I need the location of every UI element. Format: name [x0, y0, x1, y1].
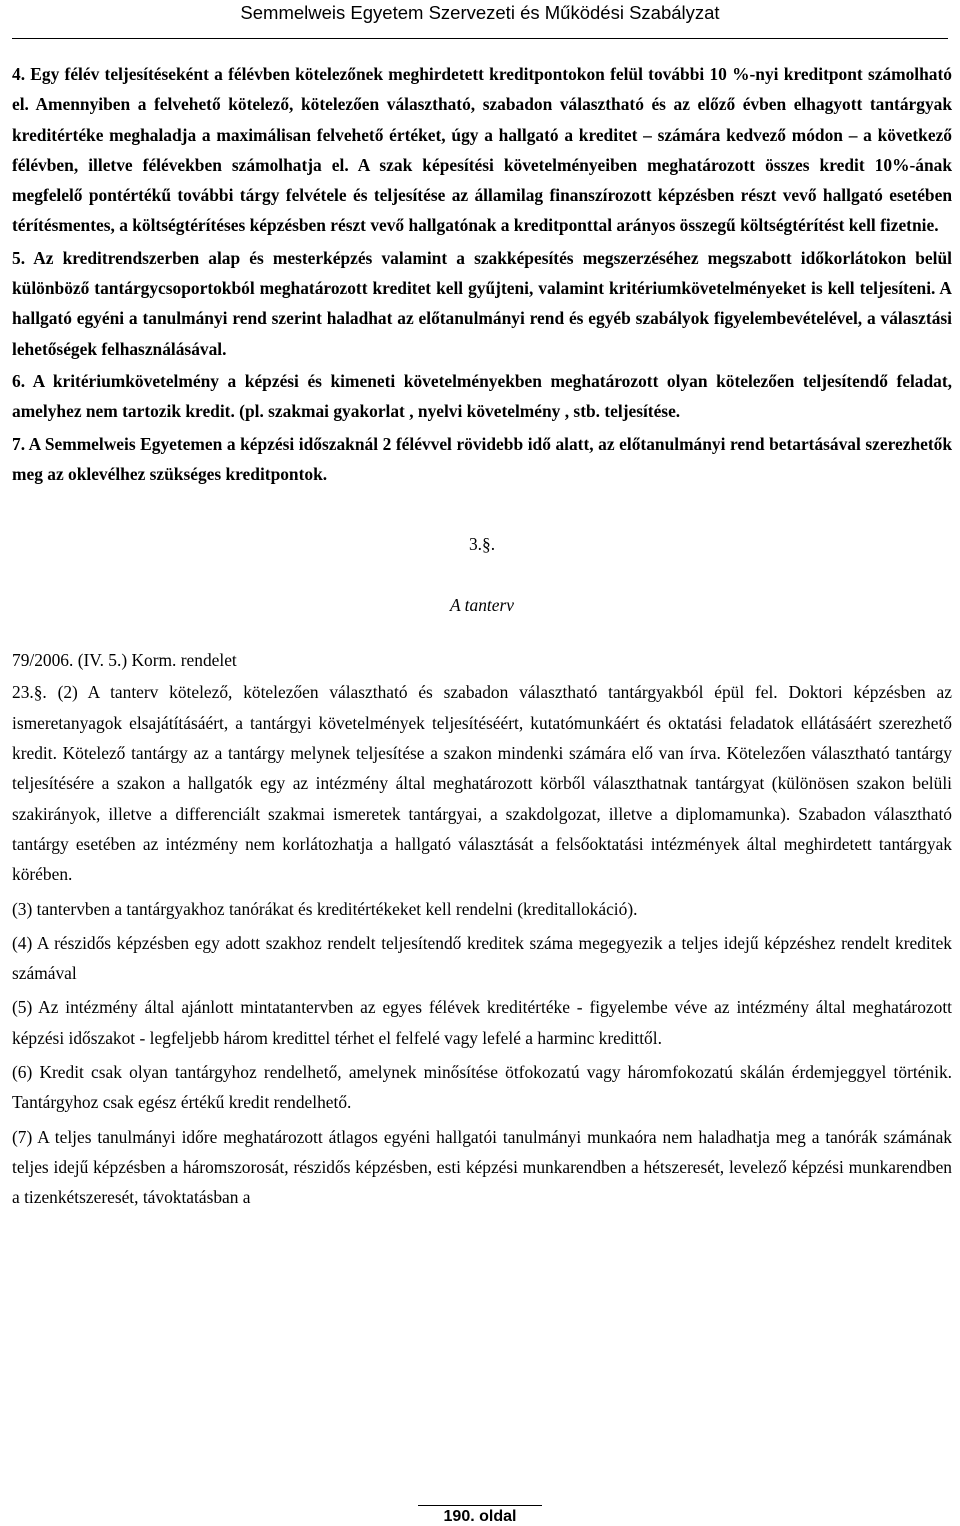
page-header	[0, 0, 960, 46]
page-content	[12, 59, 952, 1213]
decree-reference: 79/2006. (IV. 5.) Korm. rendelet	[12, 650, 237, 671]
subsection-4: (4) A részidős képzésben egy adott szakhoz rendelt teljesítendő kreditek száma megegyezik a teljes idejű képzéshez rendelt kreditek számával	[12, 932, 952, 984]
paragraph-5: 5. Az kreditrendszerben alap és mesterképzés valamint a szakképesítés megszerzéséhez megszabott időkorlátokon belül különböző tantárgycsoportokból meghatározott kreditet kell gyűjteni, valamint kritériumkövetelményeket is kell teljesíteni. A hallgató egyéni a tanulmányi rend szerint haladhat az előtanulmányi rend és egyéb szabályok figyelembevételével, a választási lehetőségek felhasználásával.	[12, 247, 952, 359]
footer-divider	[418, 1505, 542, 1506]
subsection-7: (7) A teljes tanulmányi időre meghatározott átlagos egyéni hallgatói tanulmányi munkaóra nem haladhatja meg a tanórák számának teljes idejű képzésben a háromszorosát, részidős képzésben, esti képzési munkarendben a hétszeresét, levelező képzési munkarendben a tizenkétszeresét, távoktatásban a	[12, 1126, 952, 1208]
section-number: 3.§.	[468, 534, 496, 555]
section-title: A tanterv	[450, 595, 514, 616]
paragraph-4: 4. Egy félév teljesítéseként a félévben kötelezőnek meghirdetett kreditpontokon felül további 10 %-nyi kreditpont számolható el. Amennyiben a felvehető kötelező, kötelezően választható, szabadon választható és az előző évben elhagyott tantárgyak kreditértéke meghaladja a maximálisan felvehető értéket, úgy a hallgató a kreditet – számára kedvező módon – a következő félévben, illetve félévekben számolhatja el. A szak képesítési követelményeiben meghatározott összes kredit 10%-ának megfelelő pontértékű további tárgy felvétele és teljesítése az államilag finanszírozott képzésben részt vevő hallgató esetében térítésmentes, a költségtérítéses képzésben részt vevő hallgatónak a kreditponttal arányos összegű költségtérítést kell fizetnie.	[12, 64, 952, 236]
page-footer	[0, 1505, 960, 1525]
subsection-5: (5) Az intézmény által ajánlott mintatantervben az egyes félévek kreditértéke - figyelembe véve az intézmény által meghatározott képzési időszakot - legfeljebb három kredittel térhet el felfelé vagy lefelé a harminc kredittől.	[12, 997, 952, 1048]
paragraph-7: 7. A Semmelweis Egyetemen a képzési időszaknál 2 félévvel rövidebb idő alatt, az előtanulmányi rend betartásával szerezhetők meg az oklevélhez szükséges kreditpontok.	[12, 433, 952, 484]
page-number: 190. oldal	[443, 1508, 517, 1525]
paragraph-6: 6. A kritériumkövetelmény a képzési és kimeneti követelményekben meghatározott olyan kötelezően teljesítendő feladat, amelyhez nem tartozik kredit. (pl. szakmai gyakorlat , nyelvi követelmény , stb. teljesítése.	[12, 370, 952, 422]
header-divider	[12, 38, 948, 39]
section-23-paragraph-2: 23.§. (2) A tanterv kötelező, kötelezően választható és szabadon választható tantárgyakból épül fel. Doktori képzésben az ismeretanyagok elsajátításáért, a tantárgyi követelmények teljesítéséért, kutatómunkáért és oktatási feladatok ellátásáért szerezhető kredit. Kötelező tantárgy az a tantárgy melynek teljesítése a szakon mindenki számára elő van írva. Kötelezően választható tantárgy teljesítésére a szakon a hallgatók egy az intézmény által meghatározott körből választhatnak tantárgyat (különösen szakon belüli szakirányok, illetve a differenciált szakmai ismeretek tantárgyai, a szakdolgozat, illetve a diplomamunka). Szabadon választható tantárgy esetében az intézmény nem korlátozhatja a hallgató választását a felsőoktatási intézmények által meghirdetett tantárgyak körében.	[12, 682, 952, 885]
subsection-3: (3) tantervben a tantárgyakhoz tanórákat és kreditértékeket kell rendelni (kreditallokáció).	[12, 898, 638, 919]
header-title: Semmelweis Egyetem Szervezeti és Működési Szabályzat	[240, 2, 720, 23]
subsection-6: (6) Kredit csak olyan tantárgyhoz rendelhető, amelynek minősítése ötfokozatú vagy háromfokozatú skálán érdemjeggyel történik. Tantárgyhoz csak egész értékű kredit rendelhető.	[12, 1062, 952, 1113]
